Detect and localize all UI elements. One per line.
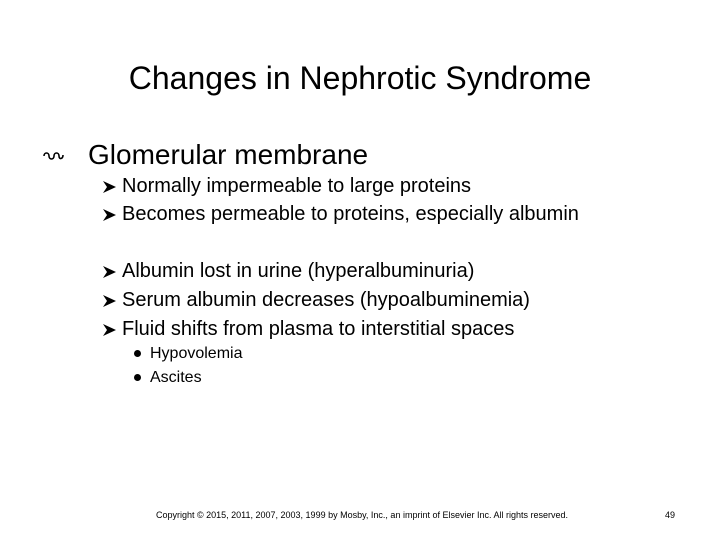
- dot-bullet-icon: [134, 374, 141, 381]
- sub-bullet-label: Fluid shifts from plasma to interstitial spaces: [122, 318, 515, 340]
- main-bullet-label: Glomerular membrane: [88, 139, 369, 170]
- sub-bullet-label: Becomes permeable to proteins, especially albumin: [122, 203, 579, 225]
- sub-sub-bullet-label: Hypovolemia: [150, 345, 243, 362]
- arrow-bullet-icon: [103, 181, 116, 193]
- bullet-swirl-icon: [42, 150, 64, 162]
- copyright-footer: Copyright © 2015, 2011, 2007, 2003, 1999 by Mosby, Inc., an imprint of Elsevier Inc. All rights reserved.: [155, 510, 569, 520]
- sub-sub-bullet-label: Ascites: [150, 369, 202, 386]
- arrow-bullet-icon: [103, 209, 116, 221]
- arrow-bullet-icon: [103, 295, 116, 307]
- arrow-bullet-icon: [103, 266, 116, 278]
- dot-bullet-icon: [134, 350, 141, 357]
- sub-bullet-label: Serum albumin decreases (hypoalbuminemia): [122, 289, 530, 311]
- sub-bullet-label: Normally impermeable to large proteins: [122, 175, 472, 197]
- arrow-bullet-icon: [103, 324, 116, 336]
- sub-bullet-label: Albumin lost in urine (hyperalbuminuria): [122, 260, 475, 282]
- page-number: 49: [664, 510, 675, 520]
- slide-title: Changes in Nephrotic Syndrome: [128, 60, 592, 96]
